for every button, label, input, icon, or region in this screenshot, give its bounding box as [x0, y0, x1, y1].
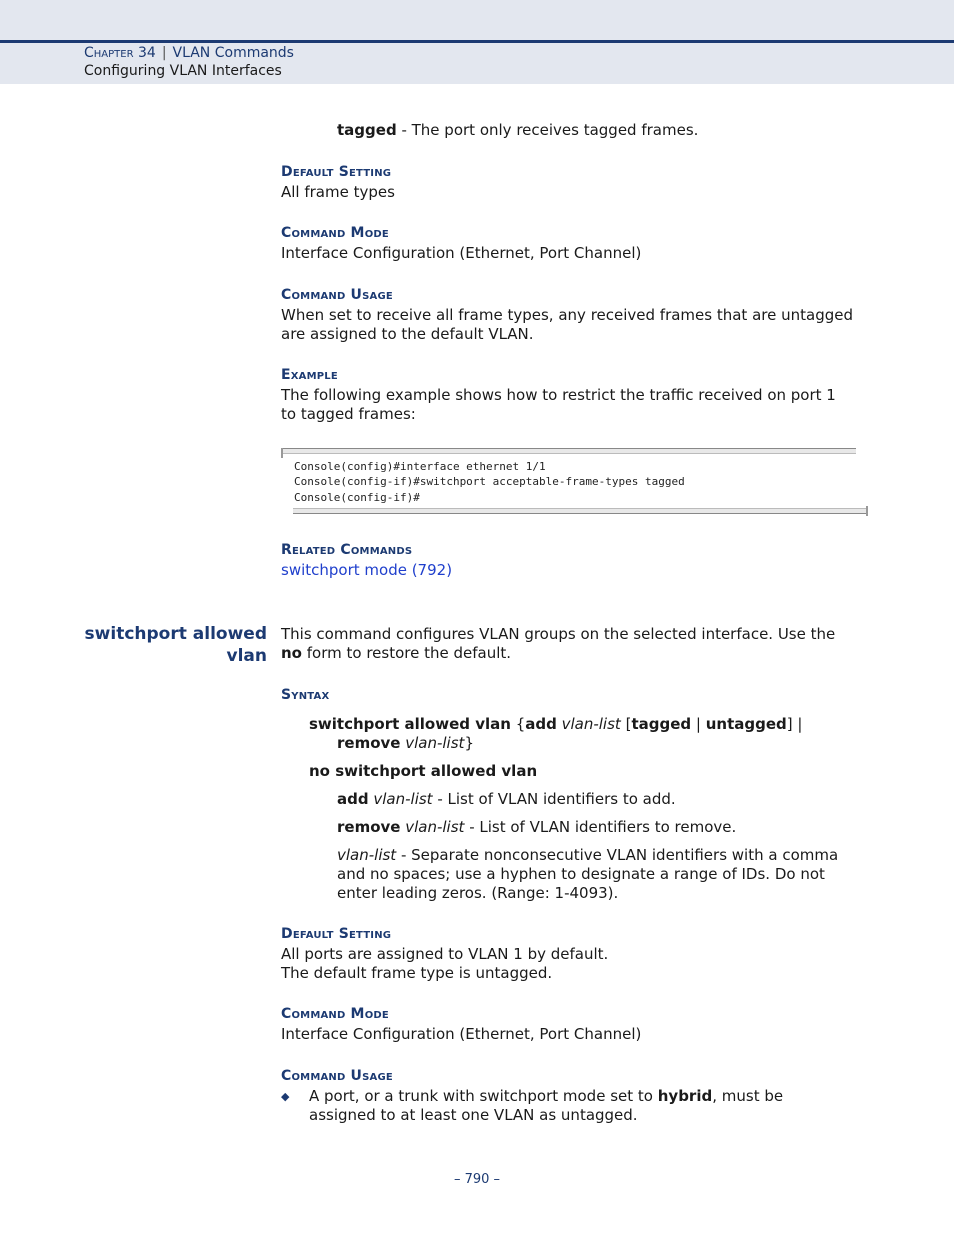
syntax-brace-close: }: [464, 734, 474, 752]
code-example-box: [281, 448, 868, 518]
command-intro-line2: [281, 644, 881, 663]
example-line1: The following example shows how to restrict the traffic received on port 1: [281, 386, 836, 404]
syntax-vlan-list-1: vlan-list: [556, 715, 621, 733]
param-remove-term: remove: [337, 818, 401, 836]
usage-hybrid: hybrid: [657, 1087, 713, 1105]
tagged-desc: - The port only receives tagged frames.: [396, 121, 699, 139]
usage-line1-a: A port, or a trunk with switchport mode set to: [309, 1087, 658, 1105]
syntax-add: add: [525, 715, 557, 733]
code-line-1: Console(config)#interface ethernet 1/1: [294, 460, 546, 473]
code-box-top-rule: [281, 448, 856, 454]
no-form-text: no switchport allowed vlan: [309, 762, 538, 780]
default-setting-line1: All ports are assigned to VLAN 1 by default.: [281, 945, 609, 963]
usage-line2: assigned to at least one VLAN as untagged.: [309, 1106, 638, 1124]
param-vlan-list-desc-2: and no spaces; use a hyphen to designate a range of IDs. Do not: [337, 865, 825, 883]
param-add-term: add: [337, 790, 369, 808]
intro-no-keyword: no: [281, 644, 302, 662]
diamond-bullet-icon: ◆: [281, 1090, 290, 1103]
syntax-line: [309, 715, 882, 753]
syntax-vlan-list-2: vlan-list: [400, 734, 465, 752]
example-line2: to tagged frames:: [281, 405, 416, 423]
syntax-bracket-open: [: [620, 715, 632, 733]
command-usage-heading: Command Usage: [281, 287, 393, 303]
syntax-heading: Syntax: [281, 687, 330, 703]
intro-line2-rest: form to restore the default.: [301, 644, 512, 662]
usage-line1-c: , must be: [712, 1087, 784, 1105]
param-vlan-list-desc-3: enter leading zeros. (Range: 1-4093).: [337, 884, 619, 902]
related-link-switchport-mode[interactable]: switchport mode (792): [281, 561, 453, 579]
command-mode-heading-2: Command Mode: [281, 1006, 389, 1022]
command-mode-text: Interface Configuration (Ethernet, Port Channel): [281, 244, 642, 262]
param-vlan-list-term: vlan-list: [337, 846, 397, 864]
syntax-tagged: tagged: [631, 715, 692, 733]
header-separator: |: [161, 45, 167, 61]
syntax-pipe: |: [691, 715, 706, 733]
no-form-syntax: [309, 762, 881, 781]
code-box-bottom-rule: [293, 508, 868, 514]
param-add-arg: vlan-list: [368, 790, 433, 808]
chapter-label: Chapter 34: [84, 45, 156, 61]
usage-bullet-text: [309, 1087, 881, 1125]
code-box-right-tick: [866, 506, 868, 516]
default-setting-text: All frame types: [281, 183, 395, 201]
default-setting-heading-2: Default Setting: [281, 926, 392, 942]
example-heading: Example: [281, 367, 338, 383]
param-add: [337, 790, 881, 809]
syntax-bracket-close: ] |: [786, 715, 803, 733]
param-add-desc: - List of VLAN identifiers to add.: [432, 790, 676, 808]
command-usage-line1: When set to receive all frame types, any received frames that are untagged: [281, 306, 853, 324]
tagged-param: [337, 121, 881, 140]
command-title: [60, 623, 267, 667]
default-setting-line2: The default frame type is untagged.: [281, 964, 553, 982]
command-mode-heading: Command Mode: [281, 225, 389, 241]
param-vlan-list: [337, 846, 881, 903]
command-intro-line1: This command configures VLAN groups on the selected interface. Use the: [281, 625, 836, 643]
param-remove: [337, 818, 881, 837]
command-usage-heading-2: Command Usage: [281, 1068, 393, 1084]
header-subtitle: Configuring VLAN Interfaces: [84, 63, 282, 79]
tagged-term: tagged: [337, 121, 397, 139]
syntax-cmd: switchport allowed vlan: [309, 715, 511, 733]
param-vlan-list-desc-1: - Separate nonconsecutive VLAN identifiers with a comma: [396, 846, 839, 864]
default-setting-heading: Default Setting: [281, 164, 392, 180]
page-number: – 790 –: [453, 1172, 501, 1187]
code-line-3: Console(config-if)#: [294, 491, 420, 504]
param-remove-desc: - List of VLAN identifiers to remove.: [464, 818, 737, 836]
related-commands-heading: Related Commands: [281, 542, 413, 558]
syntax-brace-open: {: [510, 715, 526, 733]
chapter-title: VLAN Commands: [172, 45, 294, 61]
syntax-untagged: untagged: [705, 715, 787, 733]
command-title-line2: vlan: [226, 646, 267, 666]
syntax-remove: remove: [337, 734, 401, 752]
command-mode-text-2: Interface Configuration (Ethernet, Port Channel): [281, 1025, 642, 1043]
command-usage-line2: are assigned to the default VLAN.: [281, 325, 534, 343]
code-line-2: Console(config-if)#switchport acceptable-frame-types tagged: [294, 475, 685, 488]
code-box-left-tick: [281, 448, 283, 458]
header-rule: [0, 40, 954, 43]
header-chapter-line: [84, 45, 294, 61]
command-title-line1: switchport allowed: [84, 624, 267, 644]
param-remove-arg: vlan-list: [400, 818, 465, 836]
